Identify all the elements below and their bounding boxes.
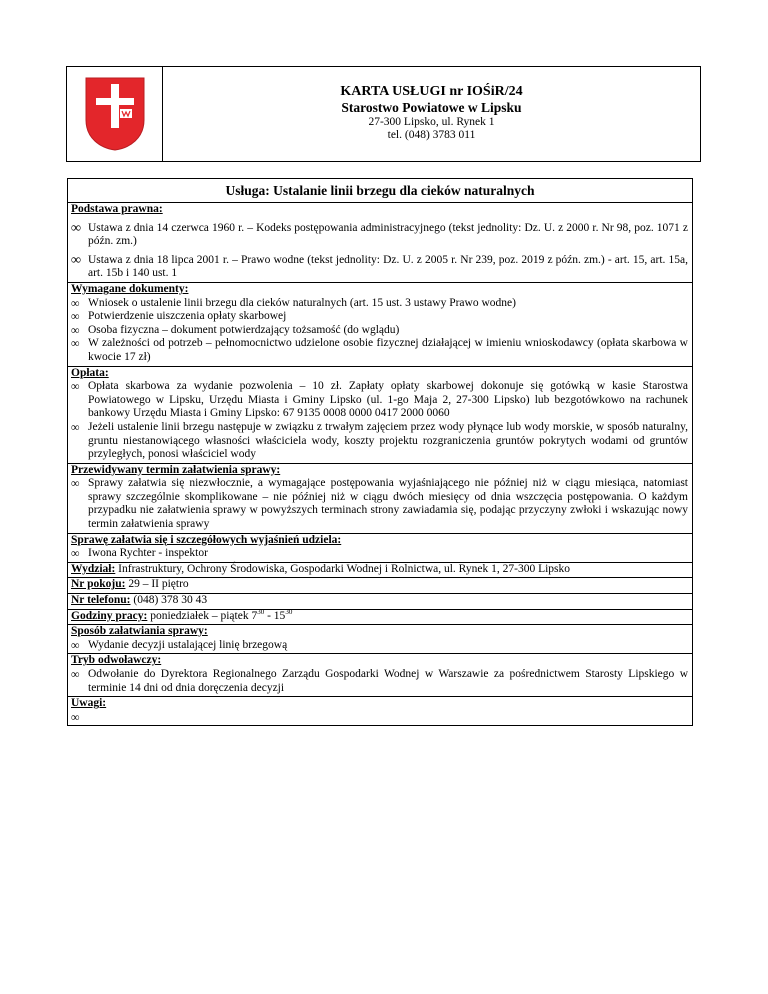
infinity-bullet-icon: ∞ [71,546,80,561]
fee-item-1: Opłata skarbowa za wydanie pozwolenia – 10 zł. Zapłaty opłaty skarbowej dokonuje się gotówką w kasie Starostwa Powiatowego w Lipsku, Urzędu Miasta i Gminy Lipsko (ul. 1-go Maja 2, 27-300 Lipsko) lub bezgotówkowo na rachunek bankowy Urzędu Miasta i Gminy Lipsko: 67 9135 0008 0000 0417 2000 0060 [88,380,688,420]
infinity-bullet-icon: ∞ [71,309,80,324]
hours-separator: - 15 [264,609,286,622]
appeal-item-1: Odwołanie do Dyrektora Regionalnego Zarządu Gospodarki Wodnej w Warszawie za pośrednictwem Starosty Lipskiego w terminie 14 dni od dnia doręczenia decyzji [88,668,688,694]
section-deadline [68,463,692,533]
list-item [71,421,688,462]
method-label: Sposób załatwiania sprawy: [71,625,208,638]
fee-item-2: Jeżeli ustalenie linii brzegu następuje w związku z trwałym zajęciem przez wody płynące lub wody morskie, w sposób naturalny, gruntu niestanowiącego własności właściciela wody, koszty projektu rozgraniczenia gruntów pokrytych wodami od gruntów przyległych, ponosi właściciel wody [88,420,688,461]
list-item [71,668,688,695]
phone-value: (048) 378 30 43 [130,594,208,607]
header-box [66,66,701,162]
list-item [71,324,688,338]
service-title: Usługa: Ustalanie linii brzegu dla cieków naturalnych [225,183,535,198]
list-item [71,297,688,311]
list-item [71,711,688,725]
infinity-bullet-icon: ∞ [71,419,80,434]
list-item [71,254,688,281]
deadline-label: Przewidywany termin załatwienia sprawy: [71,463,281,476]
document-item-1: Wniosek o ustalenie linii brzegu dla cieków naturalnych (art. 15 ust. 3 ustawy Prawo wodne) [88,296,516,309]
list-item [71,639,688,653]
section-room [68,577,692,593]
deadline-item-1: Sprawy załatwia się niezwłocznie, a wymagające postępowania wyjaśniającego nie później niż w ciągu miesiąca, natomiast sprawy szczególnie skomplikowane – nie później niż w ciągu dwóch miesięcy od dnia wszczęcia postępowania. O każdym przypadku nie załatwienia sprawy w powyższych terminach strony zawiadamia się, podając przyczyny zwłoki i wskazując nowy termin załatwienia sprawy [88,477,688,531]
section-legal-basis [68,202,692,282]
handler-label: Sprawę załatwia się i szczegółowych wyjaśnień udziela: [71,533,342,546]
document-item-2: Potwierdzenie uiszczenia opłaty skarbowej [88,310,287,323]
section-department [68,562,692,578]
list-item [71,547,688,561]
section-phone [68,593,692,609]
phone-label: Nr telefonu: [71,594,131,607]
list-item [71,222,688,249]
notes-item-1 [88,711,688,725]
infinity-bullet-icon: ∞ [71,637,80,652]
room-value: 29 – II piętro [125,578,189,591]
infinity-bullet-icon: ∞ [71,336,80,351]
handler-name: Iwona Rychter - inspektor [88,547,208,560]
section-handler [68,533,692,562]
legal-basis-label: Podstawa prawna: [71,203,163,215]
infinity-bullet-icon: ∞ [71,295,80,310]
section-fee [68,366,692,463]
appeal-label: Tryb odwoławczy: [71,654,162,667]
list-item [71,477,688,531]
hours-value: poniedziałek – piątek 7 [147,609,258,622]
room-label: Nr pokoju: [71,578,126,591]
documents-label: Wymagane dokumenty: [71,282,189,295]
infinity-bullet-icon: ∞ [71,709,80,724]
infinity-bullet-icon: ∞ [71,322,80,337]
infinity-bullet-icon: ∞ [71,252,81,268]
section-method [68,624,692,653]
office-phone: tel. (048) 3783 011 [387,129,476,141]
legal-item-1: Ustawa z dnia 14 czerwca 1960 r. – Kodeks postępowania administracyjnego (tekst jednolity: Dz. U. z 2000 r. Nr 98, poz. 1071 z późn. zm.) [88,221,688,248]
list-item [71,380,688,421]
department-value: Infrastruktury, Ochrony Środowiska, Gospodarki Wodnej i Rolnictwa, ul. Rynek 1, 27-300 Lipsko [115,562,571,575]
fee-label: Opłata: [71,366,109,379]
logo-cell [67,67,163,161]
section-required-documents [68,282,692,366]
office-name: Starostwo Powiatowe w Lipsku [341,100,522,115]
section-notes [68,696,692,725]
hours-end-minutes: 30 [285,607,293,616]
list-item [71,310,688,324]
hours-label: Godziny pracy: [71,609,148,622]
service-card [67,178,693,726]
coat-of-arms-icon [84,76,146,152]
section-working-hours [68,609,692,625]
list-item [71,337,688,364]
department-label: Wydział: [71,562,116,575]
card-title: KARTA USŁUGI nr IOŚiR/24 [340,84,523,99]
infinity-bullet-icon: ∞ [71,379,80,394]
infinity-bullet-icon: ∞ [71,667,80,681]
document-item-3: Osoba fizyczna – dokument potwierdzający tożsamość (do wglądu) [88,323,400,336]
document-item-4: W zależności od potrzeb – pełnomocnictwo udzielone osobie fizycznej działającej w imieniu wnioskodawcy (opłata skarbowa w kwocie 17 zł) [88,337,688,363]
infinity-bullet-icon: ∞ [71,476,80,491]
legal-item-2: Ustawa z dnia 18 lipca 2001 r. – Prawo wodne (tekst jednolity: Dz. U. z 2005 r. Nr 239, poz. 2019 z późn. zm.) - art. 15, art. 15a, art. 15b i 140 ust. 1 [88,253,688,280]
header-text [163,67,700,161]
infinity-bullet-icon: ∞ [71,220,81,236]
office-address: 27-300 Lipsko, ul. Rynek 1 [368,116,495,128]
section-appeal [68,653,692,696]
notes-label: Uwagi: [71,697,107,710]
hours-start-minutes: 30 [257,607,265,616]
method-item-1: Wydanie decyzji ustalającej linię brzegową [88,638,288,651]
